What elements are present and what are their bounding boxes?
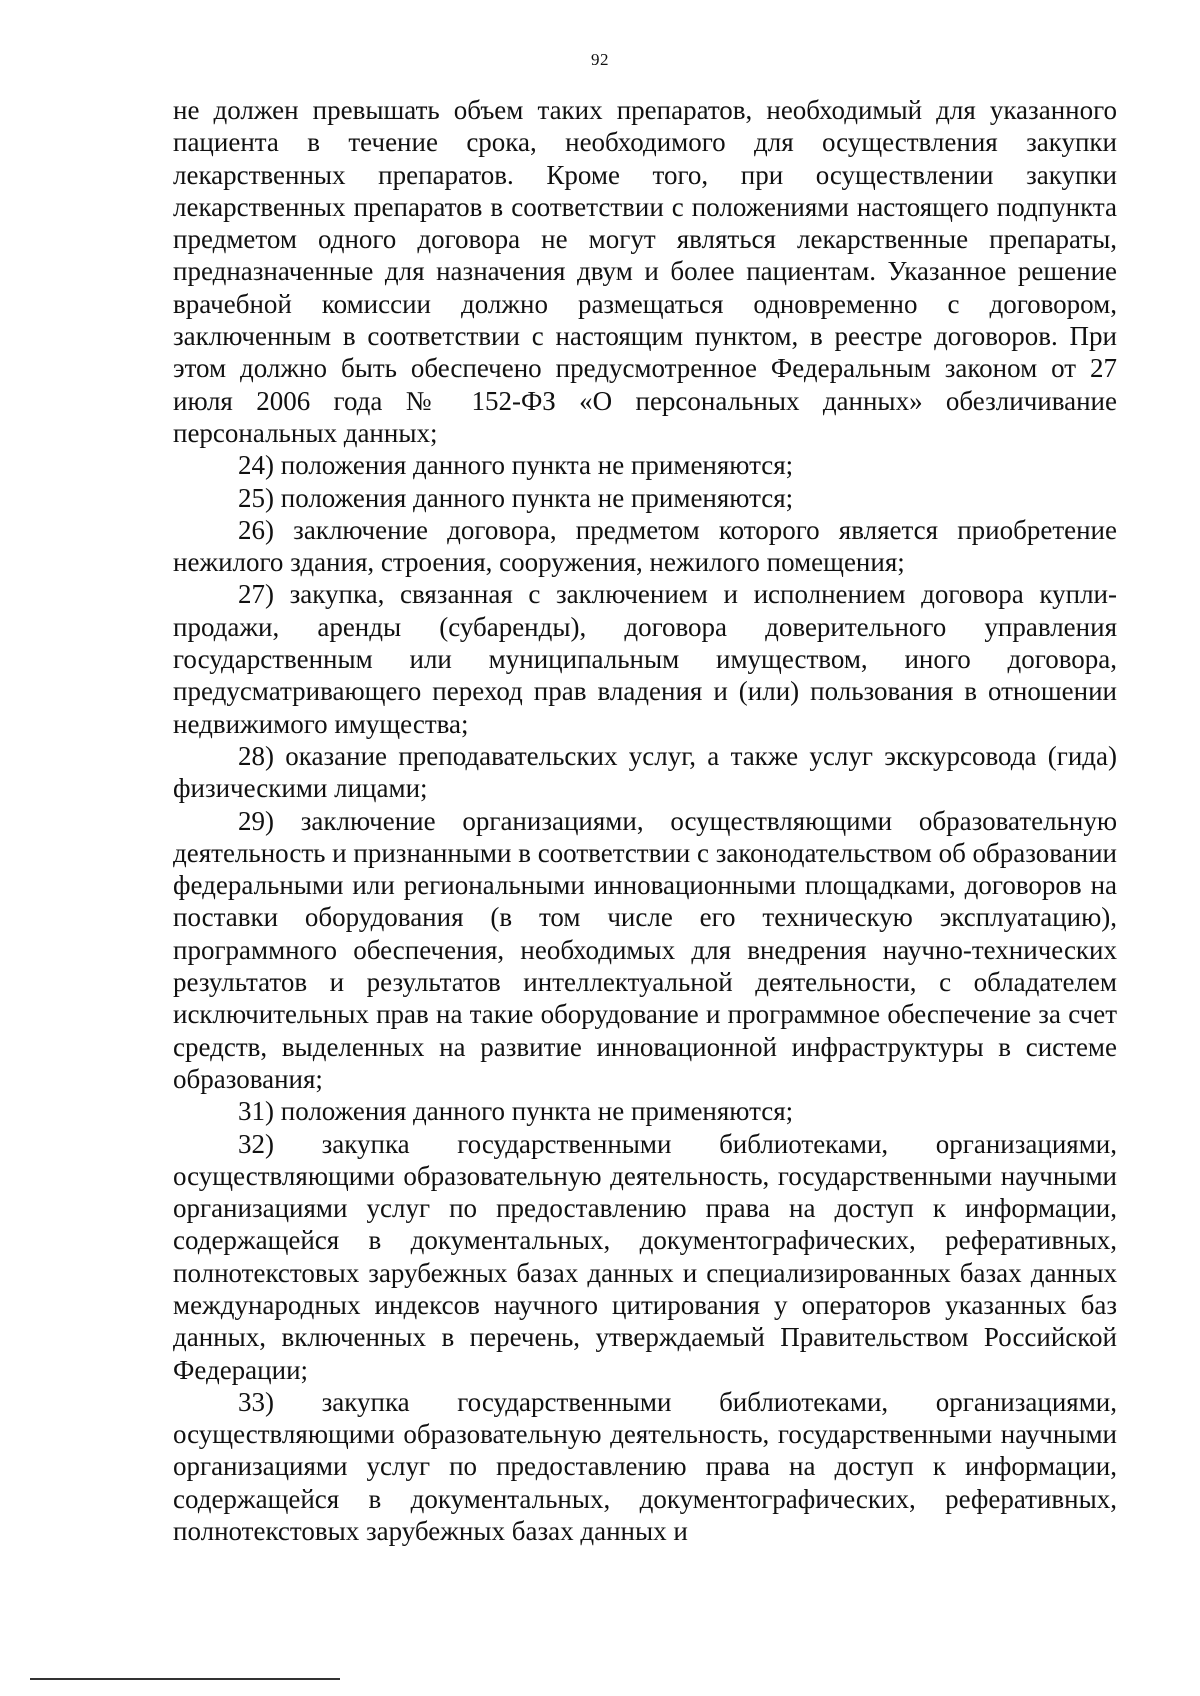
document-body [173,94,1117,1547]
footer-divider [30,1678,340,1680]
list-item-25: 25) положения данного пункта не применяются; [238,482,794,513]
list-item-31: 31) положения данного пункта не применяются; [238,1096,794,1127]
list-item-27: 27) закупка, связанная с заключением и исполнением договора купли-продажи, аренды (субаренды), договора доверительного управления государственным или муниципальным имуществом, иного договора, предусматривающего переход прав владения и (или) пользования в отношении недвижимого имущества; [173,579,1117,739]
list-item-33: 33) закупка государственными библиотеками, организациями, осуществляющими образовательную деятельность, государственными научными организациями услуг по предоставлению права на доступ к информации, содержащейся в документальных, документографических, реферативных, полнотекстовых зарубежных базах данных и [173,1386,1117,1547]
list-item-28: 28) оказание преподавательских услуг, а также услуг экскурсовода (гида) физическими лицами; [173,740,1117,804]
list-item-32: 32) закупка государственными библиотеками, организациями, осуществляющими образовательную деятельность, государственными научными организациями услуг по предоставлению права на доступ к информации, содержащейся в документальных, документографических, реферативных, полнотекстовых зарубежных базах данных и специализированных базах данных международных индексов научного цитирования у операторов указанных баз данных, включенных в перечень, утверждаемый Правительством Российской Федерации; [173,1128,1117,1385]
list-item-29: 29) заключение организациями, осуществляющими образовательную деятельность и признанными в соответствии с законодательством об образовании федеральными или региональными инновационными площадками, договоров на поставки оборудования (в том числе его техническую эксплуатацию), программного обеспечения, необходимых для внедрения научно-технических результатов и результатов интеллектуальной деятельности, с обладателем исключительных прав на такие оборудование и программное обеспечение за счет средств, выделенных на развитие инновационной инфраструктуры в системе образования; [173,805,1118,1094]
page-number: 92 [591,50,609,69]
paragraph-continuation: не должен превышать объем таких препаратов, необходимый для указанного пациента в течение срока, необходимого для осуществления закупки лекарственных препаратов. Кроме того, при осуществлении закупки лекарственных препаратов в соответствии с положениями настоящего подпункта предметом одного договора не могут являться лекарственные препараты, предназначенные для назначения двум и более пациентам. Указанное решение врачебной комиссии должно размещаться одновременно с договором, заключенным в соответствии с настоящим пунктом, в реестре договоров. При этом должно быть обеспечено предусмотренное Федеральным законом от 27 июля 2006 года № 152-ФЗ «О персональных данных» обезличивание персональных данных; [173,95,1117,448]
list-item-26: 26) заключение договора, предметом которого является приобретение нежилого здания, строения, сооружения, нежилого помещения; [173,514,1117,578]
list-item-24: 24) положения данного пункта не применяются; [238,450,794,481]
